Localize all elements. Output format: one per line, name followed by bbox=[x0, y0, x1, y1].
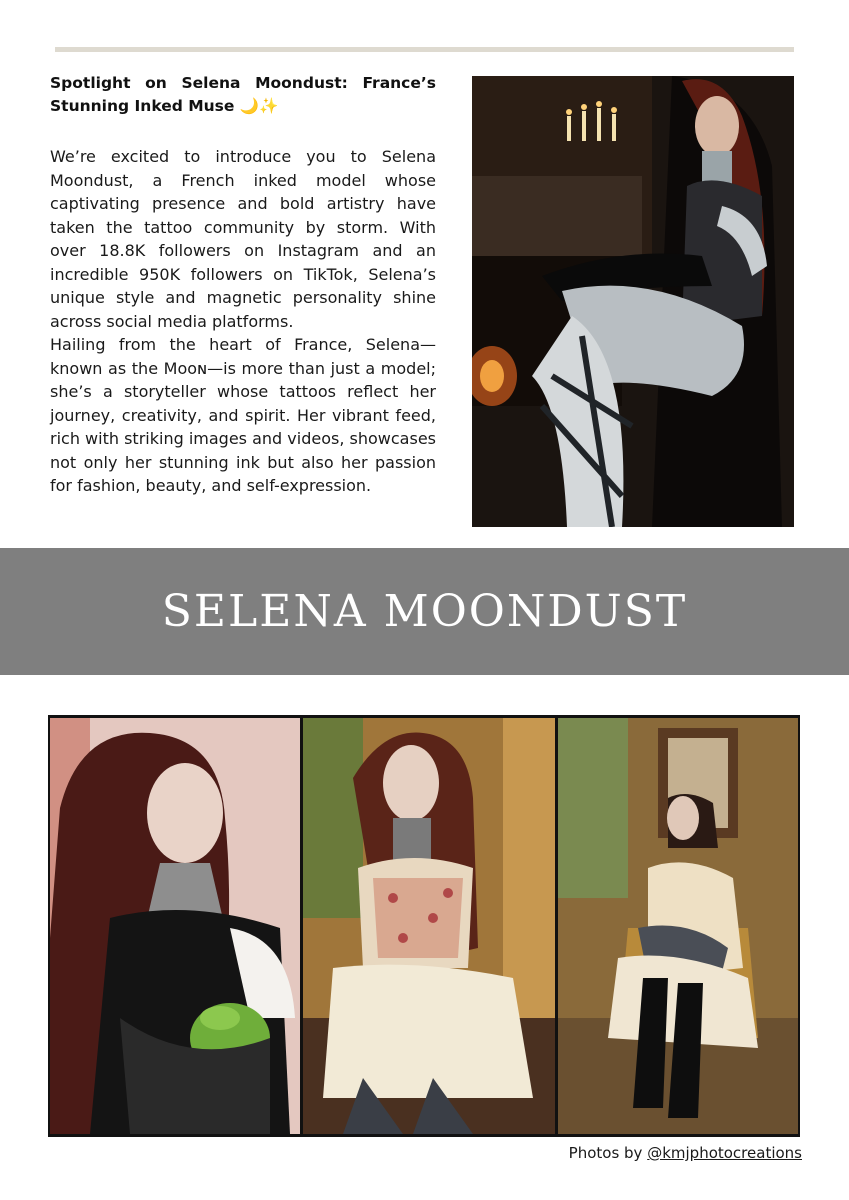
gallery-photo-2 bbox=[303, 718, 555, 1134]
article-text bbox=[50, 72, 436, 498]
banner-title: SELENA MOONDUST bbox=[161, 586, 688, 637]
article-paragraph-2: Hailing from the heart of France, Selena—known as the Mᴏᴏɴ—is more than just a model; she’s a storyteller whose tattoos reflect her journey, creativity, and spirit. Her vibrant feed, rich with striking images and videos, showcases not only her stunning ink but also her passion for fashion, beauty, and self-expression. bbox=[50, 335, 436, 495]
credit-prefix: Photos by bbox=[568, 1144, 648, 1162]
article-paragraph-1: We’re excited to introduce you to Selena Moondust, a French inked model whose captivating presence and bold artistry have taken the tattoo community by storm. With over 18.8K followers on Instagram and an incredible 950K followers on TikTok, Selena’s unique style and magnetic personality shine across social media platforms. bbox=[50, 147, 436, 331]
gallery-photo-3 bbox=[558, 718, 798, 1134]
photographer-handle-link[interactable]: @kmjphotocreations bbox=[647, 1144, 802, 1162]
article-headline: Spotlight on Selena Moondust: France’s Stunning Inked Muse 🌙✨ bbox=[50, 74, 436, 115]
gallery-photo-1 bbox=[50, 718, 300, 1134]
top-divider bbox=[55, 47, 794, 52]
name-banner bbox=[0, 548, 849, 675]
photo-credit bbox=[569, 1144, 802, 1162]
hero-photo bbox=[472, 76, 794, 527]
